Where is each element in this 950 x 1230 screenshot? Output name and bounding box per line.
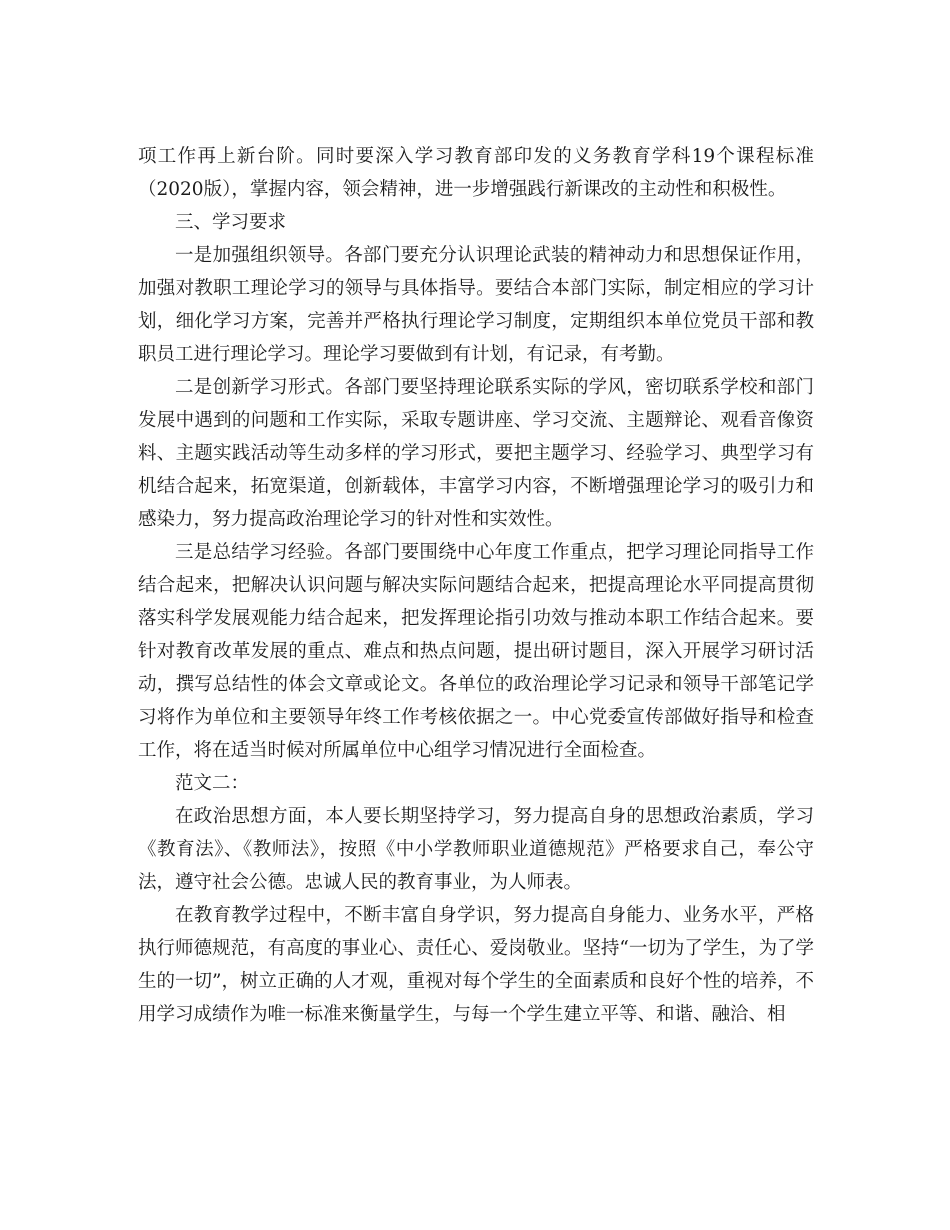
section-heading-sample-two: 范文二： xyxy=(175,773,250,794)
paragraph-organization-leadership: 一是加强组织领导。各部门要充分认识理论武装的精神动力和思想保证作用，加强对教职工理论学习的领导与具体指导。要结合本部门实际，制定相应的学习计划，细化学习方案，完善并严格执行理论学习制度，定期组织本单位党员干部和教职员工进行理论学习。理论学习要做到有计划，有记录，有考勤。 xyxy=(138,245,814,365)
paragraph-continuation: 项工作再上新台阶。同时要深入学习教育部印发的义务教育学科19个课程标准（2020版），掌握内容，领会精神，进一步增强践行新课改的主动性和积极性。 xyxy=(138,146,814,200)
document-body xyxy=(138,140,814,1031)
paragraph-summarize-experience: 三是总结学习经验。各部门要围绕中心年度工作重点，把学习理论同指导工作结合起来，把解决认识问题与解决实际问题结合起来，把提高理论水平同提高贯彻落实科学发展观能力结合起来，把发挥理论指引功效与推动本职工作结合起来。要针对教育改革发展的重点、难点和热点问题，提出研讨题目，深入开展学习研讨活动，撰写总结性的体会文章或论文。各单位的政治理论学习记录和领导干部笔记学习将作为单位和主要领导年终工作考核依据之一。中心党委宣传部做好指导和检查工作，将在适当时候对所属单位中心组学习情况进行全面检查。 xyxy=(138,542,814,761)
section-heading-study-requirements: 三、学习要求 xyxy=(175,212,287,233)
paragraph-innovate-study-forms: 二是创新学习形式。各部门要坚持理论联系实际的学风，密切联系学校和部门发展中遇到的问题和工作实际，采取专题讲座、学习交流、主题辩论、观看音像资料、主题实践活动等生动多样的学习形式，要把主题学习、经验学习、典型学习有机结合起来，拓宽渠道，创新载体，丰富学习内容，不断增强理论学习的吸引力和感染力，努力提高政治理论学习的针对性和实效性。 xyxy=(138,377,814,530)
paragraph-political-thought: 在政治思想方面，本人要长期坚持学习，努力提高自身的思想政治素质，学习《教育法》、《教师法》，按照《中小学教师职业道德规范》严格要求自己，奉公守法，遵守社会公德。忠诚人民的教育事业，为人师表。 xyxy=(138,806,814,893)
paragraph-teaching-process: 在教育教学过程中，不断丰富自身学识，努力提高自身能力、业务水平，严格执行师德规范，有高度的事业心、责任心、爱岗敬业。坚持“一切为了学生，为了学生的一切”，树立正确的人才观，重视对每个学生的全面素质和良好个性的培养，不用学习成绩作为唯一标准来衡量学生，与每一个学生建立平等、和谐、融洽、相 xyxy=(138,905,814,1025)
